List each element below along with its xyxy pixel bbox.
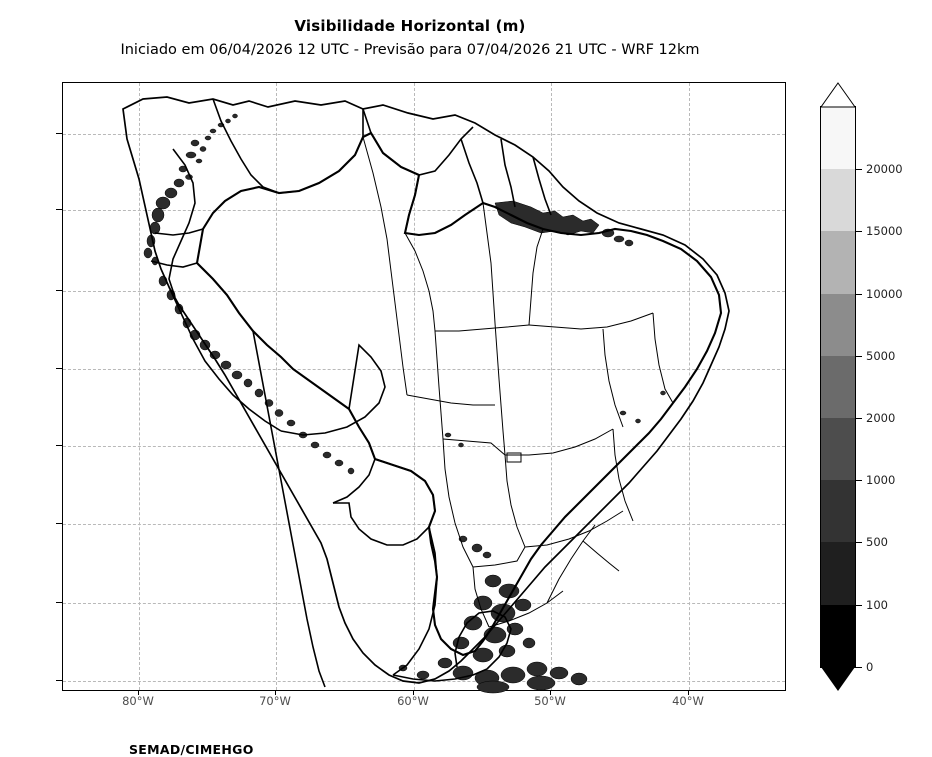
south-america-map [63,83,785,690]
colorbar-tick [855,356,862,357]
credit-label: SEMAD/CIMEHGO [129,742,254,757]
x-tick-label: 40°W [672,694,704,708]
colorbar-tick [855,231,862,232]
colorbar-tick-label: 15000 [866,224,903,239]
colorbar-tick [855,605,862,606]
colorbar-tick [855,542,862,543]
colorbar-tick-label: 5000 [866,348,896,363]
chart-subtitle: Iniciado em 06/04/2026 12 UTC - Previsão para 07/04/2026 21 UTC - WRF 12km [120,42,700,58]
country-borders [123,97,729,687]
colorbar-segment [821,169,855,231]
colorbar-tick-label: 20000 [866,162,903,177]
colorbar-body [820,106,903,674]
chart-title: Visibilidade Horizontal (m) [294,17,526,35]
colorbar-segment [821,418,855,480]
x-tick-label: 70°W [259,694,291,708]
x-tick-label: 60°W [397,694,429,708]
colorbar-segment [821,356,855,418]
colorbar-tick-label: 10000 [866,286,903,301]
x-tick-label: 50°W [534,694,566,708]
colorbar-tick [855,294,862,295]
colorbar-tick [855,418,862,419]
visibility-shading-layer [144,114,666,693]
x-tick-label: 80°W [122,694,154,708]
colorbar-extend-top-outline [821,83,855,107]
colorbar-tick-label: 100 [866,597,888,612]
brazil-outline [197,133,721,655]
colorbar-tick [855,169,862,170]
colorbar-tick-label: 2000 [866,411,896,425]
colorbar-tick [855,667,862,668]
colorbar-segment [821,107,855,169]
colorbar-tick-label: 1000 [866,473,896,488]
colorbar-extend-bottom [821,667,855,691]
colorbar-segment [821,231,855,293]
colorbar-segment [821,605,855,667]
colorbar-tick-label: 500 [866,535,888,550]
colorbar-segment [821,542,855,604]
colorbar-segment [821,294,855,356]
colorbar [820,82,903,689]
colorbar-tick [855,480,862,481]
colorbar-tick-label: 0 [866,660,874,674]
colorbar-segment [821,480,855,542]
